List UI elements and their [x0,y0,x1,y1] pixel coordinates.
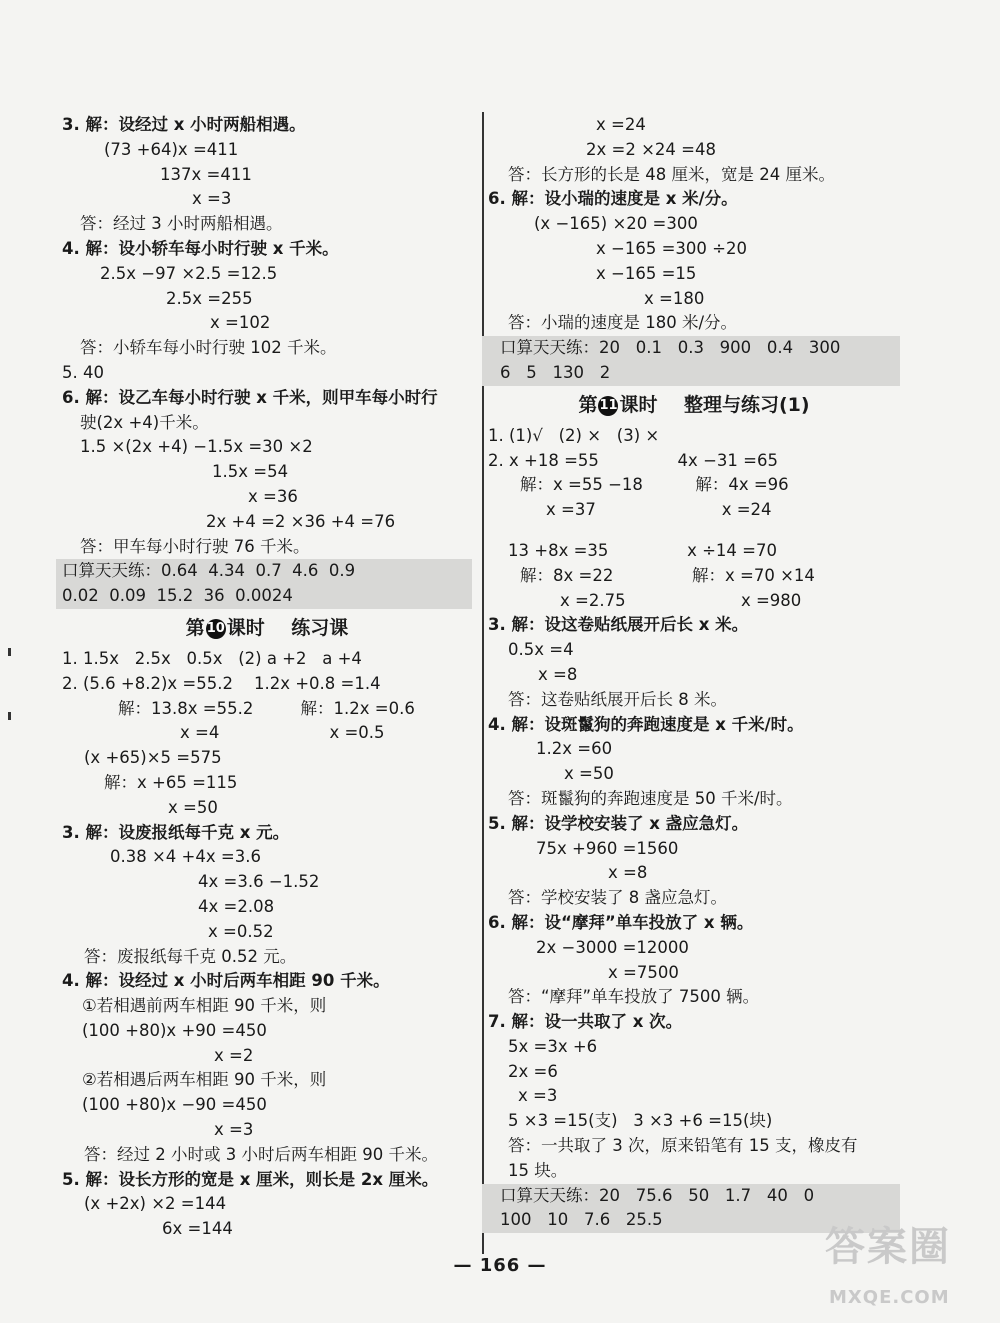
answer-line: 75x +960 =1560 [536,838,679,858]
watermark-logo: 答案圈 [825,1224,951,1270]
answer-line: x =37 x =24 [546,500,772,520]
answer-line: 2x =6 [508,1061,558,1081]
mental-math-line: 0.02 0.09 15.2 36 0.0024 [56,584,472,609]
lesson-title-prefix: 第 [185,616,205,639]
answer-line: 解：x =55 −18 解：4x =96 [520,475,789,495]
watermark-url: MXQE.COM [829,1287,950,1308]
answer-line: 答：经过 2 小时或 3 小时后两车相距 90 千米。 [84,1144,438,1164]
answer-line: 3. 解：设经过 x 小时两船相遇。 [62,115,306,134]
margin-mark [8,712,11,720]
mental-math-line: 口算天天练：20 0.1 0.3 900 0.4 300 [482,336,900,361]
answer-line: x =0.52 [208,921,274,941]
answer-line: x =8 [608,863,648,883]
answer-line: 1.5 ×(2x +4) −1.5x =30 ×2 [80,437,313,457]
answer-line: 0.38 ×4 +4x =3.6 [110,847,261,867]
answer-line: 4. 解：设斑鬣狗的奔跑速度是 x 千米/时。 [488,714,804,734]
spacer [488,523,900,539]
mental-math-line: 100 10 7.6 25.5 [482,1208,900,1233]
page-number: — 166 — [453,1255,547,1276]
answer-line: 1.2x =60 [536,739,613,759]
answer-line: 解：x +65 =115 [104,772,238,792]
answer-line: ②若相遇后两车相距 90 千米，则 [82,1070,327,1090]
answer-line: 2. x +18 =55 4x −31 =65 [488,450,778,470]
answer-line: 5x =3x +6 [508,1036,598,1056]
answer-line: ①若相遇前两车相距 90 千米，则 [82,996,327,1016]
answer-line: 5. 解：设长方形的宽是 x 厘米，则长是 2x 厘米。 [62,1169,439,1189]
answer-line: 4. 解：设经过 x 小时后两车相距 90 千米。 [62,971,390,991]
answer-line: 3. 解：设废报纸每千克 x 元。 [62,822,290,842]
left-column [62,113,472,1242]
answer-line: 答：长方形的长是 48 厘米，宽是 24 厘米。 [508,164,835,184]
answer-line: x =3 [214,1120,254,1140]
answer-line: x =4 x =0.5 [180,723,385,743]
answer-line: 1.5x =54 [212,462,289,482]
answer-line: 6. 解：设“摩拜”单车投放了 x 辆。 [488,912,754,932]
answer-line: 解：8x =22 解：x =70 ×14 [520,565,815,585]
mental-math-line: 6 5 130 2 [482,361,900,386]
answer-line: x −165 =15 [596,263,697,283]
answer-line: 2.5x =255 [166,288,253,308]
lesson-title-prefix: 第 [578,393,598,416]
answer-line: 15 块。 [508,1160,568,1180]
answer-line: 4x =3.6 −1.52 [198,872,320,892]
answer-line: 4x =2.08 [198,896,275,916]
watermark [825,1215,995,1315]
lesson-number-badge: 10 [206,619,226,639]
answer-line: 7. 解：设一共取了 x 次。 [488,1012,683,1032]
lesson-title-suffix: 课时 练习课 [226,616,349,639]
answer-line: 5. 解：设学校安装了 x 盏应急灯。 [488,813,749,833]
answer-line: 6x =144 [162,1219,233,1239]
answer-line: 答：这卷贴纸展开后长 8 米。 [508,689,727,709]
lesson-title [62,609,472,647]
answer-line: x =102 [210,313,271,333]
answer-line: 3. 解：设这卷贴纸展开后长 x 米。 [488,615,749,635]
answer-line: 解：13.8x =55.2 解：1.2x =0.6 [118,698,415,718]
answer-line: x =7500 [608,962,679,982]
answer-line: 答：学校安装了 8 盏应急灯。 [508,888,727,908]
answer-line: x =2 [214,1045,254,1065]
answer-line: 6. 解：设乙车每小时行驶 x 千米，则甲车每小时行 [62,387,438,407]
answer-line: x =24 [596,115,646,134]
answer-line: 答：斑鬣狗的奔跑速度是 50 千米/时。 [508,788,793,808]
answer-line: 2.5x −97 ×2.5 =12.5 [100,263,278,283]
answer-line: 答：经过 3 小时两船相遇。 [80,214,283,234]
answer-line: x =50 [564,764,614,784]
answer-line: (100 +80)x −90 =450 [82,1095,267,1115]
answer-line: x =3 [518,1086,558,1106]
right-column [488,113,900,1233]
answer-line: x =180 [644,288,705,308]
lesson-title-suffix: 课时 整理与练习(1) [619,393,810,416]
answer-line: 答：甲车每小时行驶 76 千米。 [80,536,310,556]
lesson-title [488,386,900,424]
answer-line: (x +2x) ×2 =144 [84,1194,227,1214]
answer-line: 答：废报纸每千克 0.52 元。 [84,946,297,966]
answer-line: (x +65)×5 =575 [84,748,222,768]
answer-line: (x −165) ×20 =300 [534,214,698,234]
answer-line: x =50 [168,797,218,817]
lesson-number-badge: 11 [598,396,618,416]
answer-line: 4. 解：设小轿车每小时行驶 x 千米。 [62,238,339,258]
answer-line: 5. 40 [62,362,104,382]
answer-line: (100 +80)x +90 =450 [82,1020,267,1040]
answer-line: 答：一共取了 3 次，原来铅笔有 15 支，橡皮有 [508,1136,858,1156]
answer-line: x =8 [538,664,578,684]
answer-line: 答：小瑞的速度是 180 米/分。 [508,313,738,333]
answer-line: 驶(2x +4)千米。 [80,412,209,432]
answer-line: 0.5x =4 [508,640,574,660]
answer-line: 2x =2 ×24 =48 [586,139,716,159]
answer-line: 2x −3000 =12000 [536,937,689,957]
answer-line: x =2.75 x =980 [560,590,802,610]
answer-line: 137x =411 [160,164,252,184]
answer-line: 5 ×3 =15(支) 3 ×3 +6 =15(块) [508,1111,773,1131]
answer-line: x =36 [248,486,298,506]
answer-line: 答：“摩拜”单车投放了 7500 辆。 [508,987,760,1007]
answer-line: 6. 解：设小瑞的速度是 x 米/分。 [488,189,738,209]
answer-line: 1. 1.5x 2.5x 0.5x (2) a +2 a +4 [62,648,362,668]
answer-line: x =3 [192,189,232,209]
answer-line: 13 +8x =35 x ÷14 =70 [508,540,777,560]
column-divider [482,112,484,1254]
answer-line: (73 +64)x =411 [104,139,239,159]
answer-line: 1. (1)√ (2) × (3) × [488,425,660,445]
answer-line: x −165 =300 ÷20 [596,238,747,258]
answer-line: 2x +4 =2 ×36 +4 =76 [206,511,396,531]
margin-mark [8,648,11,656]
mental-math-line: 口算天天练：0.64 4.34 0.7 4.6 0.9 [56,559,472,584]
answer-line: 答：小轿车每小时行驶 102 千米。 [80,338,337,358]
answer-line: 2. (5.6 +8.2)x =55.2 1.2x +0.8 =1.4 [62,673,381,693]
mental-math-line: 口算天天练：20 75.6 50 1.7 40 0 [482,1184,900,1209]
